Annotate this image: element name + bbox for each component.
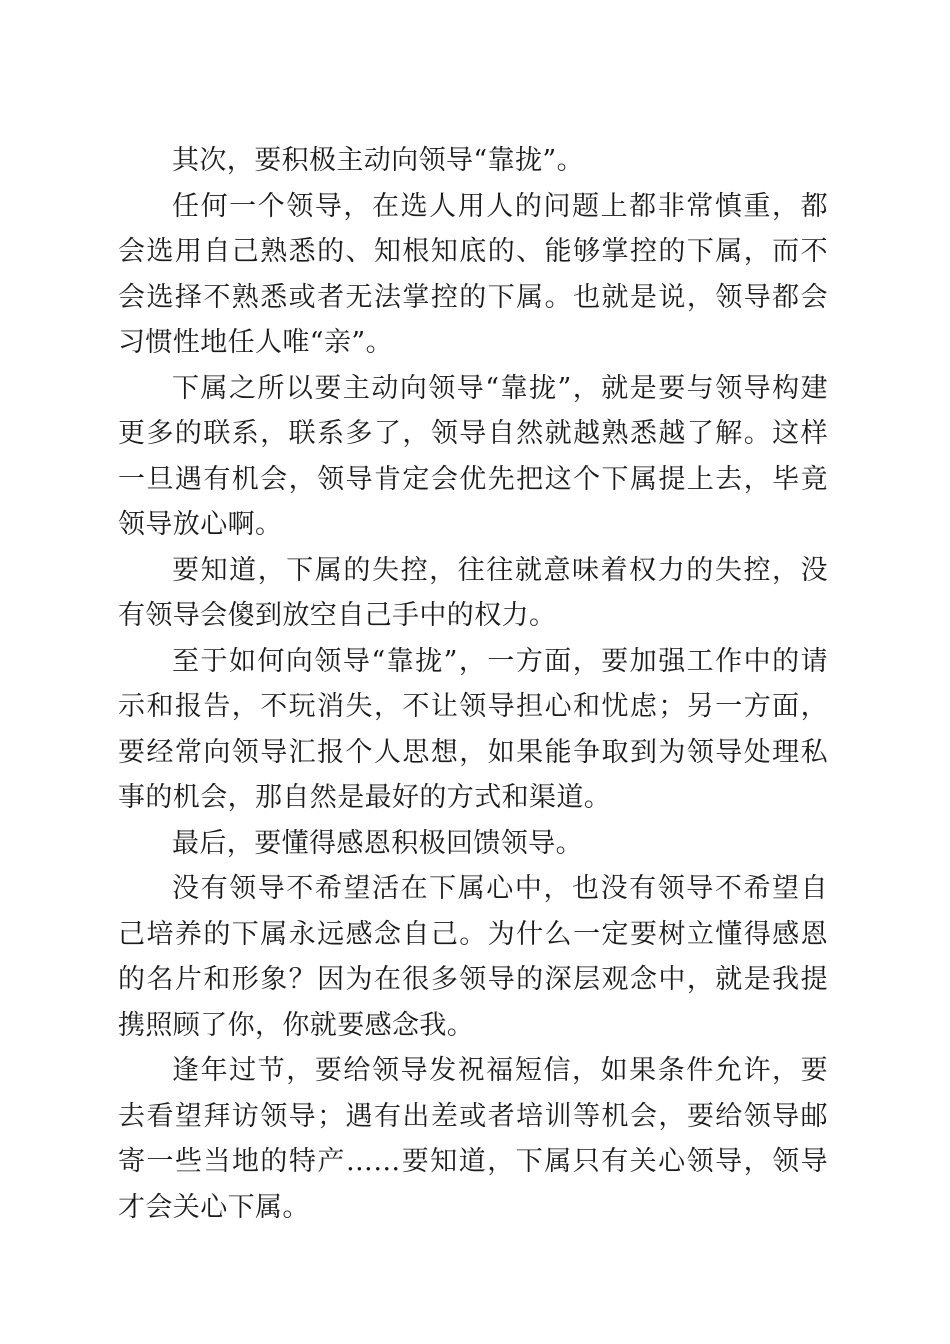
paragraph: 逢年过节，要给领导发祝福短信，如果条件允许，要去看望拜访领导；遇有出差或者培训等机会，要给领导邮寄一些当地的特产……要知道，下属只有关心领导，领导才会关心下属。 — [118, 1055, 828, 1223]
paragraph: 至于如何向领导“靠拢”，一方面，要加强工作中的请示和报告，不玩消失，不让领导担心和忧虑；另一方面，要经常向领导汇报个人思想，如果能争取到为领导处理私事的机会，那自然是最好的方式和渠道。 — [118, 645, 828, 813]
paragraph: 下属之所以要主动向领导“靠拢”，就是要与领导构建更多的联系，联系多了，领导自然就越熟悉越了解。这样一旦遇有机会，领导肯定会优先把这个下属提上去，毕竟领导放心啊。 — [118, 372, 828, 540]
paragraph: 最后，要懂得感恩积极回馈领导。 — [172, 827, 583, 859]
paragraph: 要知道，下属的失控，往往就意味着权力的失控，没有领导会傻到放空自己手中的权力。 — [118, 554, 828, 631]
paragraph: 其次，要积极主动向领导“靠拢”。 — [172, 145, 585, 176]
paragraph: 任何一个领导，在选人用人的问题上都非常慎重，都会选用自己熟悉的、知根知底的、能够掌控的下属，而不会选择不熟悉或者无法掌控的下属。也就是说，领导都会习惯性地任人唯“亲”。 — [118, 190, 828, 358]
document-body — [118, 138, 828, 1230]
paragraph: 没有领导不希望活在下属心中，也没有领导不希望自己培养的下属永远感念自己。为什么一定要树立懂得感恩的名片和形象？因为在很多领导的深层观念中，就是我提携照顾了你，你就要感念我。 — [118, 873, 828, 1041]
